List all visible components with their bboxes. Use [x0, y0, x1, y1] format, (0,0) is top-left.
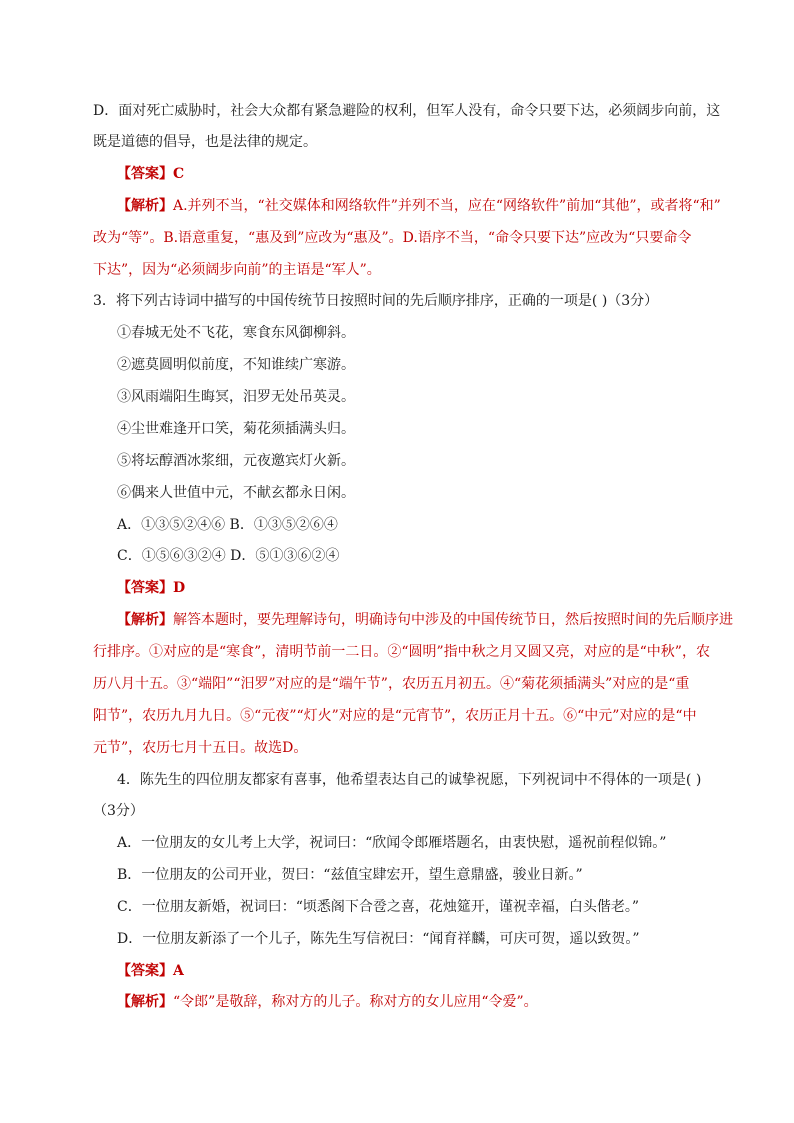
q4-option-a: A．一位朋友的女儿考上大学，祝词曰：“欣闻令郎雁塔题名，由衷快慰，遥祝前程似锦。”	[117, 835, 667, 851]
answer-tag: 【答案】	[117, 580, 173, 596]
q4-option-b: B．一位朋友的公司开业，贺曰：“兹值宝肆宏开，望生意鼎盛，骏业日新。”	[117, 867, 583, 883]
q3-options-row-1: A．①③⑤②④⑥ B．①③⑤②⑥④	[117, 517, 338, 533]
analysis-tag: 【解析】	[117, 198, 173, 214]
answer-value: A	[173, 963, 184, 979]
q4-analysis	[117, 992, 538, 1012]
q3-poem-2: ②遮莫圆明似前度，不知谁续广寒游。	[117, 357, 355, 373]
q3-analysis-line-1	[117, 610, 733, 630]
analysis-tag: 【解析】	[117, 994, 173, 1010]
q2-analysis-line-3: 下达”，因为“必须阔步向前”的主语是“军人”。	[93, 262, 381, 278]
q3-analysis-line-2: 行排序。①对应的是“寒食”，清明节前一二日。②“圆明”指中秋之月又圆又亮，对应的是“中秋”，农	[93, 644, 710, 660]
q2-option-d-line-1: D．面对死亡威胁时，社会大众都有紧急避险的权利，但军人没有，命令只要下达，必须阔步向前，这	[93, 103, 721, 119]
analysis-text: 解答本题时，要先理解诗句，明确诗句中涉及的中国传统节日，然后按照时间的先后顺序进	[173, 612, 733, 628]
q3-poem-1: ①春城无处不飞花，寒食东风御柳斜。	[117, 325, 355, 341]
q3-poem-3: ③风雨端阳生晦冥，汨罗无处吊英灵。	[117, 389, 355, 405]
q3-answer	[117, 578, 185, 598]
q4-stem-line-1: 4．陈先生的四位朋友都家有喜事，他希望表达自己的诚挚祝愿，下列祝词中不得体的一项是( )	[117, 772, 702, 788]
q3-analysis-line-3: 历八月十五。③“端阳”“汨罗”对应的是“端午节”，农历五月初五。④“菊花须插满头”对应的是“重	[93, 676, 690, 692]
analysis-text: “令郎”是敬辞，称对方的儿子。称对方的女儿应用“令爱”。	[173, 994, 538, 1010]
q4-answer	[117, 961, 184, 981]
q2-answer	[117, 164, 184, 184]
analysis-tag: 【解析】	[117, 612, 173, 628]
q2-analysis-line-2: 改为“等”。B.语意重复，“惠及到”应改为“惠及”。D.语序不当，“命令只要下达”应改为“只要命令	[93, 230, 692, 246]
analysis-text: A.并列不当，“社交媒体和网络软件”并列不当，应在“网络软件”前加“其他”，或者将“和”	[173, 198, 721, 214]
answer-tag: 【答案】	[117, 963, 173, 979]
q4-option-c: C．一位朋友新婚，祝词曰：“顷悉阁下合卺之喜，花烛筵开，谨祝幸福，白头偕老。”	[117, 899, 640, 915]
q3-analysis-line-5: 元节”，农历七月十五日。故选D。	[93, 740, 308, 756]
q4-option-d: D．一位朋友新添了一个儿子，陈先生写信祝曰：“闻育祥麟，可庆可贺，遥以致贺。”	[117, 931, 640, 947]
q4-stem-line-2: （3分）	[93, 803, 144, 819]
q3-stem: 3．将下列古诗词中描写的中国传统节日按照时间的先后顺序排序，正确的一项是( )（3分）	[93, 293, 659, 309]
q3-analysis-line-4: 阳节”，农历九月九日。⑤“元夜”“灯火”对应的是“元宵节”，农历正月十五。⑥“中元”对应的是“中	[93, 708, 697, 724]
q3-options-row-2: C．①⑤⑥③②④ D．⑤①③⑥②④	[117, 548, 340, 564]
q2-analysis-line-1	[117, 196, 721, 216]
answer-value: C	[173, 166, 185, 182]
answer-tag: 【答案】	[117, 166, 173, 182]
q3-poem-5: ⑤将坛醇酒冰浆细，元夜邀宾灯火新。	[117, 453, 355, 469]
q2-option-d-line-2: 既是道德的倡导，也是法律的规定。	[93, 134, 317, 150]
q3-poem-6: ⑥偶来人世值中元，不献玄都永日闲。	[117, 485, 355, 501]
q3-poem-4: ④尘世难逢开口笑，菊花须插满头归。	[117, 421, 355, 437]
answer-value: D	[173, 580, 186, 596]
